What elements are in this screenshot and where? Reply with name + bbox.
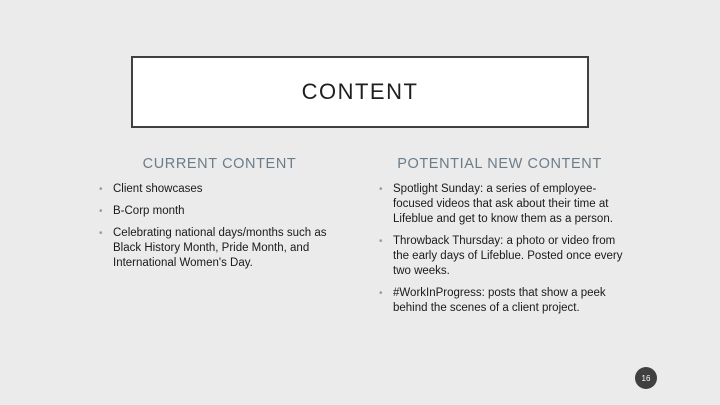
bullet-icon: • [379,288,383,299]
list-item-text: Client showcases [113,183,203,195]
slide-title: CONTENT [301,79,419,104]
list-item-text: #WorkInProgress: posts that show a peek behind the scenes of a client project. [393,287,606,314]
bullet-icon: • [99,228,103,239]
title-box [131,56,589,128]
list-item [377,182,627,227]
bullet-icon: • [99,184,103,195]
list-item-text: Spotlight Sunday: a series of employee-focused videos that ask about their time at Lifeblue and get to know them as a person. [393,183,613,225]
current-content-heading: CURRENT CONTENT [142,156,297,172]
potential-content-heading: POTENTIAL NEW CONTENT [397,156,602,172]
list-item-text: Celebrating national days/months such as Black History Month, Pride Month, and International Women's Day. [113,227,327,269]
bullet-icon: • [379,236,383,247]
list-item [377,286,627,316]
page-number: 16 [641,373,651,383]
potential-content-column [377,156,627,323]
list-item [97,226,342,271]
current-content-column [97,156,342,278]
list-item-text: Throwback Thursday: a photo or video from the early days of Lifeblue. Posted once every two weeks. [393,235,623,277]
current-content-list [97,182,342,271]
bullet-icon: • [99,206,103,217]
list-item [97,204,342,219]
bullet-icon: • [379,184,383,195]
potential-content-list [377,182,627,316]
list-item-text: B-Corp month [113,205,185,217]
page-number-badge [635,367,657,389]
list-item [377,234,627,279]
list-item [97,182,342,197]
